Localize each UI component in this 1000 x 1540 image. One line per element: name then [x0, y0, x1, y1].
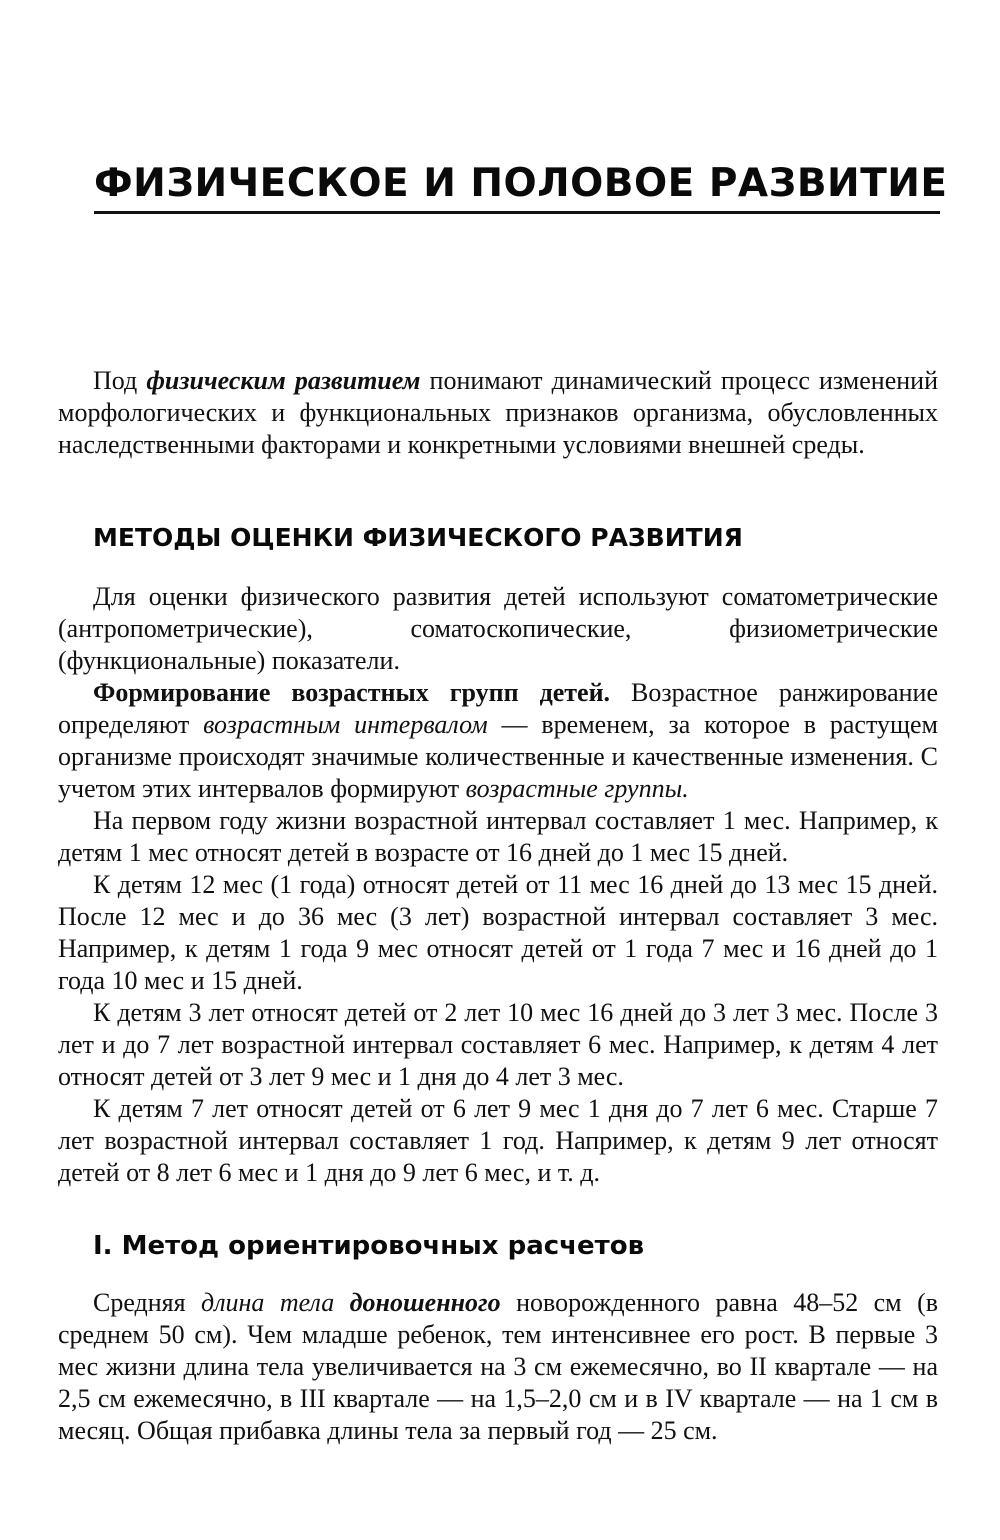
age-groups-text-1: Возрастное ранжирование определяют [58, 678, 938, 739]
estimates-text-2: новорожденного равна 48–52 см (в среднем 50 см). Чем младше ребенок, тем интенсивнее его рост. В первые 3 мес жизни длина тела увеличивается на 3 см ежемесячно, во II квартале — на 2,5 см ежемесячно, в III квартале — на 1,5–2,0 см и в IV квартале — на 1 см в месяц. Общая прибавка длины тела за первый год — 25 см. [58, 1288, 939, 1445]
intro-text-start: Под [93, 366, 147, 395]
methods-paragraph-age-groups [58, 677, 938, 805]
methods-paragraph-12-months: К детям 12 мес (1 года) относят детей от 11 мес 16 дней до 13 мес 15 дней. После 12 мес и до 36 мес (3 лет) возрастной интервал составляет 3 мес. Например, к детям 1 года 9 мес относят детей от 1 года 7 мес и 16 дней до 1 года 10 мес и 15 дней. [58, 870, 938, 995]
term-physical-development: физическим развитием [146, 366, 421, 395]
title-underline [94, 211, 940, 214]
term-body-length: длина тела [201, 1288, 335, 1317]
term-age-interval: возрастным интервалом [203, 710, 488, 739]
methods-paragraph-1: Для оценки физического развития детей используют соматометрические (антропометрические), соматоскопические, физиометрические (функциональные) показатели. [58, 582, 938, 675]
methods-paragraph-3-years: К детям 3 лет относят детей от 2 лет 10 мес 16 дней до 3 лет 3 мес. После 3 лет и до 7 лет возрастной интервал составляет 6 мес. Например, к детям 4 лет относят детей от 3 лет 9 мес и 1 дня до 4 лет 3 мес. [58, 998, 938, 1091]
intro-text-rest: понимают динамический процесс изменений морфологических и функциональных признаков организма, обусловленных наследственными факторами и конкретными условиями внешней среды. [58, 366, 938, 459]
intro-paragraph [58, 365, 938, 461]
section-heading-estimates: I. Метод ориентировочных расчетов [93, 1231, 645, 1261]
estimates-text-1: Средняя [93, 1288, 202, 1317]
term-age-groups: возрастные группы. [465, 774, 689, 803]
term-full-term: доношенного [349, 1288, 501, 1317]
estimates-space [334, 1288, 349, 1317]
age-groups-text-2: — временем, за которое в растущем организме происходят значимые количественные и качественные изменения. С учетом этих интервалов формируют [58, 710, 939, 803]
section-heading-methods: МЕТОДЫ ОЦЕНКИ ФИЗИЧЕСКОГО РАЗВИТИЯ [93, 523, 743, 552]
methods-paragraph-7-years: К детям 7 лет относят детей от 6 лет 9 мес 1 дня до 7 лет 6 мес. Старше 7 лет возрастной интервал составляет 1 год. Например, к детям 9 лет относят детей от 8 лет 6 мес и 1 дня до 9 лет 6 мес, и т. д. [58, 1094, 938, 1187]
methods-paragraph-first-year: На первом году жизни возрастной интервал составляет 1 мес. Например, к детям 1 мес относят детей в возрасте от 16 дней до 1 мес 15 дней. [58, 806, 938, 867]
age-groups-lead: Формирование возрастных групп детей. [93, 678, 611, 707]
chapter-title: ФИЗИЧЕСКОЕ И ПОЛОВОЕ РАЗВИТИЕ [94, 161, 948, 206]
estimates-paragraph-1 [58, 1287, 938, 1447]
